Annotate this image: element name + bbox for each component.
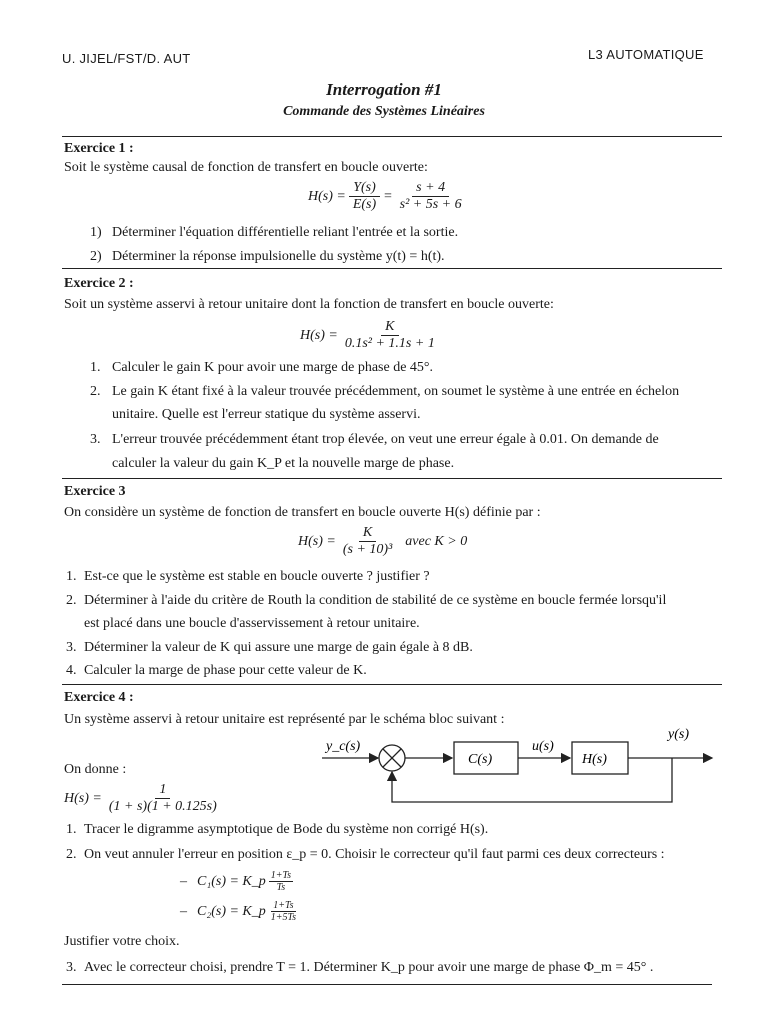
fraction-numerator: Y(s) xyxy=(349,180,380,197)
divider xyxy=(62,984,712,985)
fraction-transfer xyxy=(339,525,396,558)
exercise-1-equation xyxy=(308,180,469,213)
item-number: 2. xyxy=(66,593,77,608)
corrector-lhs: C₁(s) = K_p xyxy=(197,873,266,889)
item-number: 1. xyxy=(90,360,101,375)
fraction-numerator: K xyxy=(381,319,398,336)
item-text: Avec le correcteur choisi, prendre T = 1. Déterminer K_p pour avoir une marge de phase Φ_m = 45° . xyxy=(84,960,654,975)
equals-sign: = xyxy=(383,188,393,204)
exercise-1-heading: Exercice 1 : xyxy=(64,141,134,156)
exercise-4-item-1 xyxy=(66,822,488,838)
exercise-3-intro: On considère un système de fonction de transfert en boucle ouverte H(s) définie par : xyxy=(64,505,541,520)
equation-condition: avec K > 0 xyxy=(405,533,468,549)
feedback-path xyxy=(392,758,672,802)
exercise-4-item-2 xyxy=(66,847,665,863)
fraction-denominator: 0.1s² + 1.1s + 1 xyxy=(344,336,435,351)
diagram-input-label: y_c(s) xyxy=(326,739,361,754)
divider xyxy=(62,136,722,137)
equation-lhs: H(s) = xyxy=(64,790,102,806)
fraction-transfer xyxy=(105,782,221,815)
exercise-4-heading: Exercice 4 : xyxy=(64,690,134,705)
corrector-2 xyxy=(180,900,301,923)
exercise-2-item-3 xyxy=(90,432,659,448)
exercise-2-intro: Soit un système asservi à retour unitaire dont la fonction de transfert en boucle ouverte: xyxy=(64,297,554,312)
diagram-output-label: y(s) xyxy=(668,727,689,742)
item-number: 3. xyxy=(66,640,77,655)
corrector-fraction xyxy=(269,900,298,923)
item-text: L'erreur trouvée précédemment étant trop élevée, on veut une erreur égale à 0.01. On demande de xyxy=(112,432,659,447)
item-text: Calculer le gain K pour avoir une marge de phase de 45°. xyxy=(112,360,434,375)
item-text: Déterminer l'équation différentielle reliant l'entrée et la sortie. xyxy=(112,225,459,240)
corrector-1 xyxy=(180,870,296,893)
exercise-1-item-2 xyxy=(90,249,445,265)
header-left: U. JIJEL/FST/D. AUT xyxy=(62,51,191,66)
exercise-3-heading: Exercice 3 xyxy=(64,484,126,499)
item-text: Déterminer à l'aide du critère de Routh la condition de stabilité de ce système en boucle fermée lorsqu'il xyxy=(84,593,667,608)
fraction-transfer xyxy=(396,180,466,213)
corrector-fraction xyxy=(269,870,293,893)
exercise-1-intro: Soit le système causal de fonction de transfert en boucle ouverte: xyxy=(64,160,428,175)
exercise-2-equation xyxy=(300,319,442,352)
block-diagram xyxy=(320,722,720,812)
equation-lhs: H(s) = xyxy=(300,327,338,343)
given-label: On donne : xyxy=(64,762,127,777)
fraction-denominator: 1+5Ts xyxy=(270,912,297,923)
item-text: Déterminer la réponse impulsionelle du système y(t) = h(t). xyxy=(112,249,445,264)
fraction-denominator: s² + 5s + 6 xyxy=(399,197,462,212)
exercise-3-item-4 xyxy=(66,663,367,679)
item-number: 2) xyxy=(90,249,102,264)
controller-label: C(s) xyxy=(468,752,493,767)
header-right: L3 AUTOMATIQUE xyxy=(588,47,704,62)
exercise-2-heading: Exercice 2 : xyxy=(64,276,134,291)
item-number: 3. xyxy=(66,960,77,975)
item-text: Le gain K étant fixé à la valeur trouvée précédemment, on soumet le système à une entrée en échelon xyxy=(112,384,680,399)
divider xyxy=(62,684,722,685)
item-number: 2. xyxy=(66,847,77,862)
exercise-4-intro: Un système asservi à retour unitaire est représenté par le schéma bloc suivant : xyxy=(64,712,505,727)
exercise-2-item-1 xyxy=(90,360,433,376)
divider xyxy=(62,478,722,479)
fraction-denominator: Ts xyxy=(276,882,286,893)
item-number: 3. xyxy=(90,432,101,447)
exercise-2-item-2-cont: unitaire. Quelle est l'erreur statique du système asservi. xyxy=(112,407,421,422)
fraction-numerator: K xyxy=(359,525,376,542)
fraction-y-over-e xyxy=(349,180,380,213)
item-text: Tracer le digramme asymptotique de Bode du système non corrigé H(s). xyxy=(84,822,489,837)
equation-lhs: H(s) = xyxy=(308,188,346,204)
item-number: 2. xyxy=(90,384,101,399)
fraction-numerator: s + 4 xyxy=(412,180,449,197)
list-dash: – xyxy=(180,903,187,919)
item-text: Déterminer la valeur de K qui assure une marge de gain égale à 8 dB. xyxy=(84,640,473,655)
exercise-4-equation xyxy=(64,782,224,815)
divider xyxy=(62,268,722,269)
item-number: 1. xyxy=(66,569,77,584)
list-dash: – xyxy=(180,873,187,889)
fraction-numerator: 1 xyxy=(155,782,170,799)
fraction-denominator: (s + 10)³ xyxy=(342,542,393,557)
exercise-3-item-1 xyxy=(66,569,430,585)
fraction-numerator: 1+Ts xyxy=(273,900,294,911)
exercise-2-item-3-cont: calculer la valeur du gain K_P et la nouvelle marge de phase. xyxy=(112,456,455,471)
fraction-numerator: 1+Ts xyxy=(270,870,292,881)
exercise-3-item-2 xyxy=(66,593,666,609)
equation-lhs: H(s) = xyxy=(298,533,336,549)
exercise-3-item-3 xyxy=(66,640,473,656)
page-subtitle: Commande des Systèmes Linéaires xyxy=(283,104,485,119)
item-text: Est-ce que le système est stable en boucle ouverte ? justifier ? xyxy=(84,569,430,584)
fraction-denominator: E(s) xyxy=(352,197,377,212)
exercise-4-item-3 xyxy=(66,960,653,976)
exercise-3-item-2-cont: est placé dans une boucle d'asservissement à retour unitaire. xyxy=(84,616,420,631)
page-title: Interrogation #1 xyxy=(326,80,442,99)
exercise-2-item-2 xyxy=(90,384,679,400)
exercise-1-item-1 xyxy=(90,225,458,241)
exercise-3-equation xyxy=(298,525,467,558)
item-number: 1) xyxy=(90,225,102,240)
plant-label: H(s) xyxy=(582,752,607,767)
corrector-lhs: C₂(s) = K_p xyxy=(197,903,266,919)
item-number: 1. xyxy=(66,822,77,837)
justify-text: Justifier votre choix. xyxy=(64,934,180,949)
control-signal-label: u(s) xyxy=(532,739,554,754)
fraction-denominator: (1 + s)(1 + 0.125s) xyxy=(108,799,217,814)
item-number: 4. xyxy=(66,663,77,678)
summing-junction-icon xyxy=(379,745,405,771)
item-text: On veut annuler l'erreur en position ε_p = 0. Choisir le correcteur qu'il faut parmi ces deux correcteurs : xyxy=(84,847,665,862)
fraction-transfer xyxy=(341,319,439,352)
item-text: Calculer la marge de phase pour cette valeur de K. xyxy=(84,663,367,678)
